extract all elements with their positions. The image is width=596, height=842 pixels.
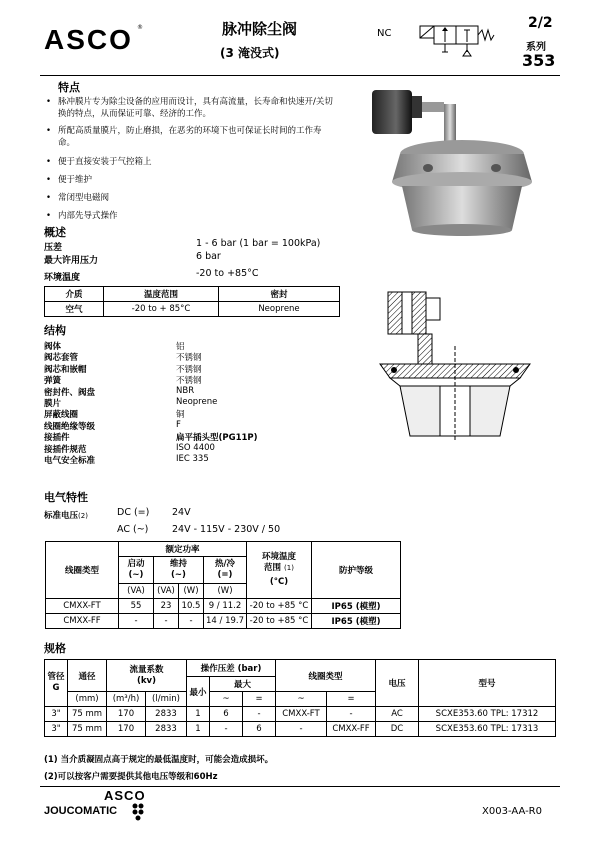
- table-cell: 2833: [146, 707, 187, 722]
- table-cell: 2833: [146, 722, 187, 737]
- table-cell: -: [243, 707, 276, 722]
- features-heading: 特点: [58, 81, 80, 94]
- table-cell: 55: [119, 599, 154, 614]
- table-header: 线圈类型: [276, 660, 376, 692]
- construction-row: 阀体 铝: [44, 342, 185, 352]
- construction-row: 接插件 扁平插头型(PG11P): [44, 433, 258, 444]
- construction-row: 膜片 Neoprene: [44, 396, 218, 409]
- footer-asco-logo: ASCO: [104, 788, 146, 803]
- table-header: 介质: [45, 287, 104, 302]
- table-row: [46, 599, 401, 614]
- table-cell: (VA): [154, 584, 179, 599]
- valve-symbol-icon: [414, 18, 498, 66]
- table-header: 热/冷 (=): [204, 557, 247, 584]
- table-header: 密封: [219, 287, 340, 302]
- product-photo: [362, 82, 542, 242]
- table-cell: IP65 (模塑): [312, 599, 401, 614]
- table-cell: 170: [107, 722, 146, 737]
- table-header: 防护等级: [312, 542, 401, 599]
- overview-heading: 概述: [44, 226, 66, 239]
- table-header: 型号: [419, 660, 556, 707]
- feature-item: • 内部先导式操作: [46, 211, 118, 221]
- spec-table: [44, 659, 556, 737]
- electrical-heading: 电气特性: [44, 491, 88, 504]
- joucomatic-mark-icon: [130, 801, 146, 821]
- table-row: [46, 614, 401, 629]
- table-cell: SCXE353.60 TPL: 17312: [419, 707, 556, 722]
- table-cell: DC: [376, 722, 419, 737]
- table-row: [45, 302, 340, 317]
- table-cell: 75 mm: [68, 722, 107, 737]
- table-cell: =: [327, 692, 376, 707]
- table-header: 额定功率: [119, 542, 247, 557]
- series-label: 系列: [526, 42, 546, 53]
- table-cell: CMXX-FF: [46, 614, 119, 629]
- table-cell: -: [210, 722, 243, 737]
- table-cell: 23: [154, 599, 179, 614]
- construction-list: [44, 340, 304, 465]
- table-cell: ~: [210, 692, 243, 707]
- table-cell: -: [119, 614, 154, 629]
- table-cell: -20 to +85 °C: [247, 599, 312, 614]
- dc-value: 24V: [172, 507, 191, 518]
- table-header: 启动 (~): [119, 557, 154, 584]
- construction-row: 接插件规范 ISO 4400: [44, 442, 215, 455]
- table-header: 线圈类型: [46, 542, 119, 599]
- document-code: X003-AA-R0: [482, 806, 542, 817]
- table-cell: (mm): [68, 692, 107, 707]
- table-row: [45, 707, 556, 722]
- table-row: [45, 722, 556, 737]
- registered-mark: ®: [137, 24, 143, 31]
- table-header: 电压: [376, 660, 419, 707]
- nc-label: NC: [377, 28, 392, 39]
- dc-label: DC (=): [117, 507, 150, 518]
- cross-section-drawing: [370, 286, 540, 446]
- construction-row: 线圈绝缘等级 F: [44, 419, 181, 432]
- table-header: 维持 (~): [154, 557, 204, 584]
- table-cell: (VA): [119, 584, 154, 599]
- overview-value-temp: -20 to +85°C: [196, 268, 259, 279]
- table-cell: (m³/h): [107, 692, 146, 707]
- table-header: 温度范围: [104, 287, 219, 302]
- feature-item: • 便于直接安装于气控箱上: [46, 157, 152, 167]
- table-cell: 1: [187, 722, 210, 737]
- feature-item: • 常闭型电磁阀: [46, 193, 110, 203]
- construction-heading: 结构: [44, 324, 66, 337]
- table-cell: AC: [376, 707, 419, 722]
- table-cell: 6: [243, 722, 276, 737]
- feature-item: • 所配高质量膜片，防止磨损，在恶劣的环境下也可保证长时间的工作寿命。: [46, 126, 322, 148]
- footnote-2: (2)可以按客户需要提供其他电压等级和60Hz: [44, 772, 218, 782]
- table-cell: -: [276, 722, 327, 737]
- table-cell: CMXX-FT: [46, 599, 119, 614]
- table-header: 最小: [187, 677, 210, 707]
- ac-label: AC (~): [117, 524, 149, 535]
- overview-value-maxpressure: 6 bar: [196, 251, 221, 262]
- asco-logo: ASCO: [44, 24, 133, 55]
- table-cell: ~: [276, 692, 327, 707]
- table-cell: Neoprene: [219, 302, 340, 317]
- table-cell: (W): [204, 584, 247, 599]
- table-cell: CMXX-FT: [276, 707, 327, 722]
- table-cell: (W): [179, 584, 204, 599]
- coil-table: [45, 541, 401, 629]
- table-cell: 3": [45, 722, 68, 737]
- table-row: [46, 542, 401, 557]
- table-cell: IP65 (模塑): [312, 614, 401, 629]
- footnote-1: (1) 当介质凝固点高于规定的最低温度时，可能会造成损坏。: [44, 755, 274, 765]
- table-header: 环境温度 范围 (1) (°C): [247, 542, 312, 599]
- table-cell: 9 / 11.2: [204, 599, 247, 614]
- table-header: 管径 G: [45, 660, 68, 707]
- overview-label-pressure: 压差: [44, 243, 63, 253]
- overview-label-temp: 环境温度: [44, 273, 81, 283]
- construction-row: 弹簧 不锈钢: [44, 376, 202, 387]
- table-cell: 75 mm: [68, 707, 107, 722]
- table-row: [45, 660, 556, 677]
- table-header: 流量系数 (kv): [107, 660, 187, 692]
- features-list: [44, 96, 334, 222]
- construction-row: 屏蔽线圈 铜: [44, 410, 185, 421]
- ac-value: 24V - 115V - 230V / 50: [172, 524, 281, 535]
- table-cell: CMXX-FF: [327, 722, 376, 737]
- way-label: 2/2: [528, 15, 553, 31]
- table-cell: =: [243, 692, 276, 707]
- std-voltage-label: 标准电压(2): [44, 511, 88, 521]
- table-cell: SCXE353.60 TPL: 17313: [419, 722, 556, 737]
- spec-heading: 规格: [44, 642, 66, 655]
- footer-joucomatic-logo: JOUCOMATIC: [44, 805, 118, 817]
- table-cell: -: [154, 614, 179, 629]
- table-cell: -: [327, 707, 376, 722]
- table-cell: -20 to + 85°C: [104, 302, 219, 317]
- table-header: 操作压差 (bar): [187, 660, 276, 677]
- table-cell: 3": [45, 707, 68, 722]
- table-cell: -20 to +85 °C: [247, 614, 312, 629]
- construction-row: 密封件、阀盘 NBR: [44, 385, 195, 398]
- table-cell: (l/min): [146, 692, 187, 707]
- table-row: [45, 287, 340, 302]
- page-subtitle: (3 淹没式): [220, 46, 280, 60]
- media-table: [44, 286, 340, 317]
- table-cell: 14 / 19.7: [204, 614, 247, 629]
- table-cell: -: [179, 614, 204, 629]
- construction-row: 阀芯和嵌帽 不锈钢: [44, 364, 202, 375]
- table-header: 最大: [210, 677, 276, 692]
- table-cell: 1: [187, 707, 210, 722]
- table-header: 通径: [68, 660, 107, 692]
- construction-row: 电气安全标准 IEC 335: [44, 453, 209, 466]
- table-cell: 10.5: [179, 599, 204, 614]
- page-title: 脉冲除尘阀: [222, 20, 298, 38]
- table-cell: 170: [107, 707, 146, 722]
- table-cell: 6: [210, 707, 243, 722]
- overview-value-pressure: 1 - 6 bar (1 bar = 100kPa): [196, 238, 321, 249]
- feature-item: • 脉冲膜片专为除尘设备的应用而设计，具有高流量，长寿命和快速开/关切换的特点，从而保证可靠、经济的工作。: [46, 97, 333, 119]
- construction-row: 阀芯套管 不锈钢: [44, 353, 202, 364]
- feature-item: • 便于维护: [46, 175, 93, 185]
- table-cell: 空气: [45, 302, 104, 317]
- overview-label-maxpressure: 最大许用压力: [44, 256, 99, 266]
- series-number: 353: [522, 51, 556, 70]
